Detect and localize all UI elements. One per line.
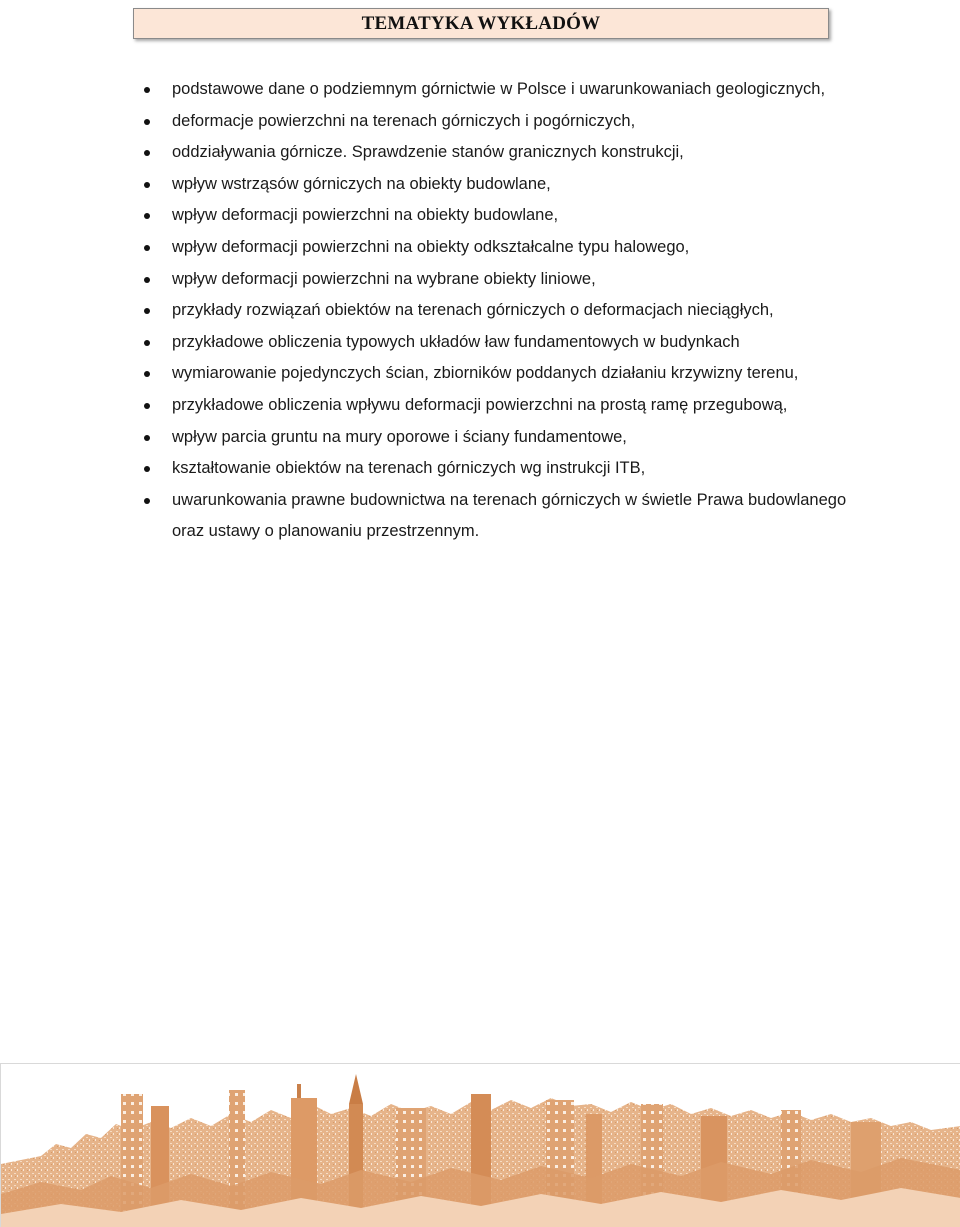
list-item	[0, 264, 960, 296]
topic-text: wpływ deformacji powierzchni na obiekty budowlane,	[172, 206, 559, 225]
topic-text: wpływ deformacji powierzchni na obiekty odkształcalne typu halowego,	[172, 237, 690, 256]
bullet-icon	[144, 308, 150, 314]
bullet-icon	[144, 150, 150, 156]
bullet-icon	[144, 466, 150, 472]
bullet-icon	[144, 371, 150, 377]
list-item	[0, 390, 960, 422]
page-title: TEMATYKA WYKŁADÓW	[361, 12, 601, 34]
bullet-icon	[144, 182, 150, 188]
list-item	[0, 232, 960, 264]
list-item	[0, 358, 960, 390]
bullet-icon	[144, 403, 150, 409]
bullet-icon	[144, 498, 150, 504]
topic-text: wpływ parcia gruntu na mury oporowe i ściany fundamentowe,	[172, 427, 627, 446]
bullet-icon	[144, 340, 150, 346]
bullet-icon	[144, 119, 150, 125]
topic-text: wpływ wstrząsów górniczych na obiekty budowlane,	[172, 174, 551, 193]
list-item	[0, 200, 960, 232]
topic-text: oddziaływania górnicze. Sprawdzenie stanów granicznych konstrukcji,	[172, 143, 684, 162]
list-item	[0, 106, 960, 138]
bullet-icon	[144, 277, 150, 283]
bullet-icon	[144, 245, 150, 251]
list-item	[0, 169, 960, 201]
city-skyline-illustration	[0, 1063, 960, 1227]
list-item	[0, 327, 960, 359]
topic-list	[0, 74, 960, 548]
topic-text: przykłady rozwiązań obiektów na terenach górniczych o deformacjach nieciągłych,	[172, 301, 774, 320]
topic-text: deformacje powierzchni na terenach górniczych i pogórniczych,	[172, 111, 636, 130]
title-banner	[133, 8, 829, 39]
topic-text: uwarunkowania prawne budownictwa na terenach górniczych w świetle Prawa budowlanego oraz ustawy o planowaniu przestrzennym.	[172, 490, 847, 541]
list-item	[0, 74, 960, 106]
list-item	[0, 453, 960, 485]
list-item	[0, 422, 960, 454]
topic-text: przykładowe obliczenia typowych układów ław fundamentowych w budynkach	[172, 332, 740, 351]
skyline-drawing	[1, 1064, 960, 1227]
topic-text: kształtowanie obiektów na terenach górniczych wg instrukcji ITB,	[172, 459, 646, 478]
bullet-icon	[144, 87, 150, 93]
topic-text: wpływ deformacji powierzchni na wybrane obiekty liniowe,	[172, 269, 596, 288]
list-item	[0, 295, 960, 327]
bullet-icon	[144, 435, 150, 441]
topic-text: przykładowe obliczenia wpływu deformacji powierzchni na prostą ramę przegubową,	[172, 395, 788, 414]
topic-text: podstawowe dane o podziemnym górnictwie w Polsce i uwarunkowaniach geologicznych,	[172, 80, 826, 98]
list-item	[0, 137, 960, 169]
list-item	[0, 485, 960, 548]
topic-text: wymiarowanie pojedynczych ścian, zbiorników poddanych działaniu krzywizny terenu,	[172, 364, 799, 383]
bullet-icon	[144, 213, 150, 219]
